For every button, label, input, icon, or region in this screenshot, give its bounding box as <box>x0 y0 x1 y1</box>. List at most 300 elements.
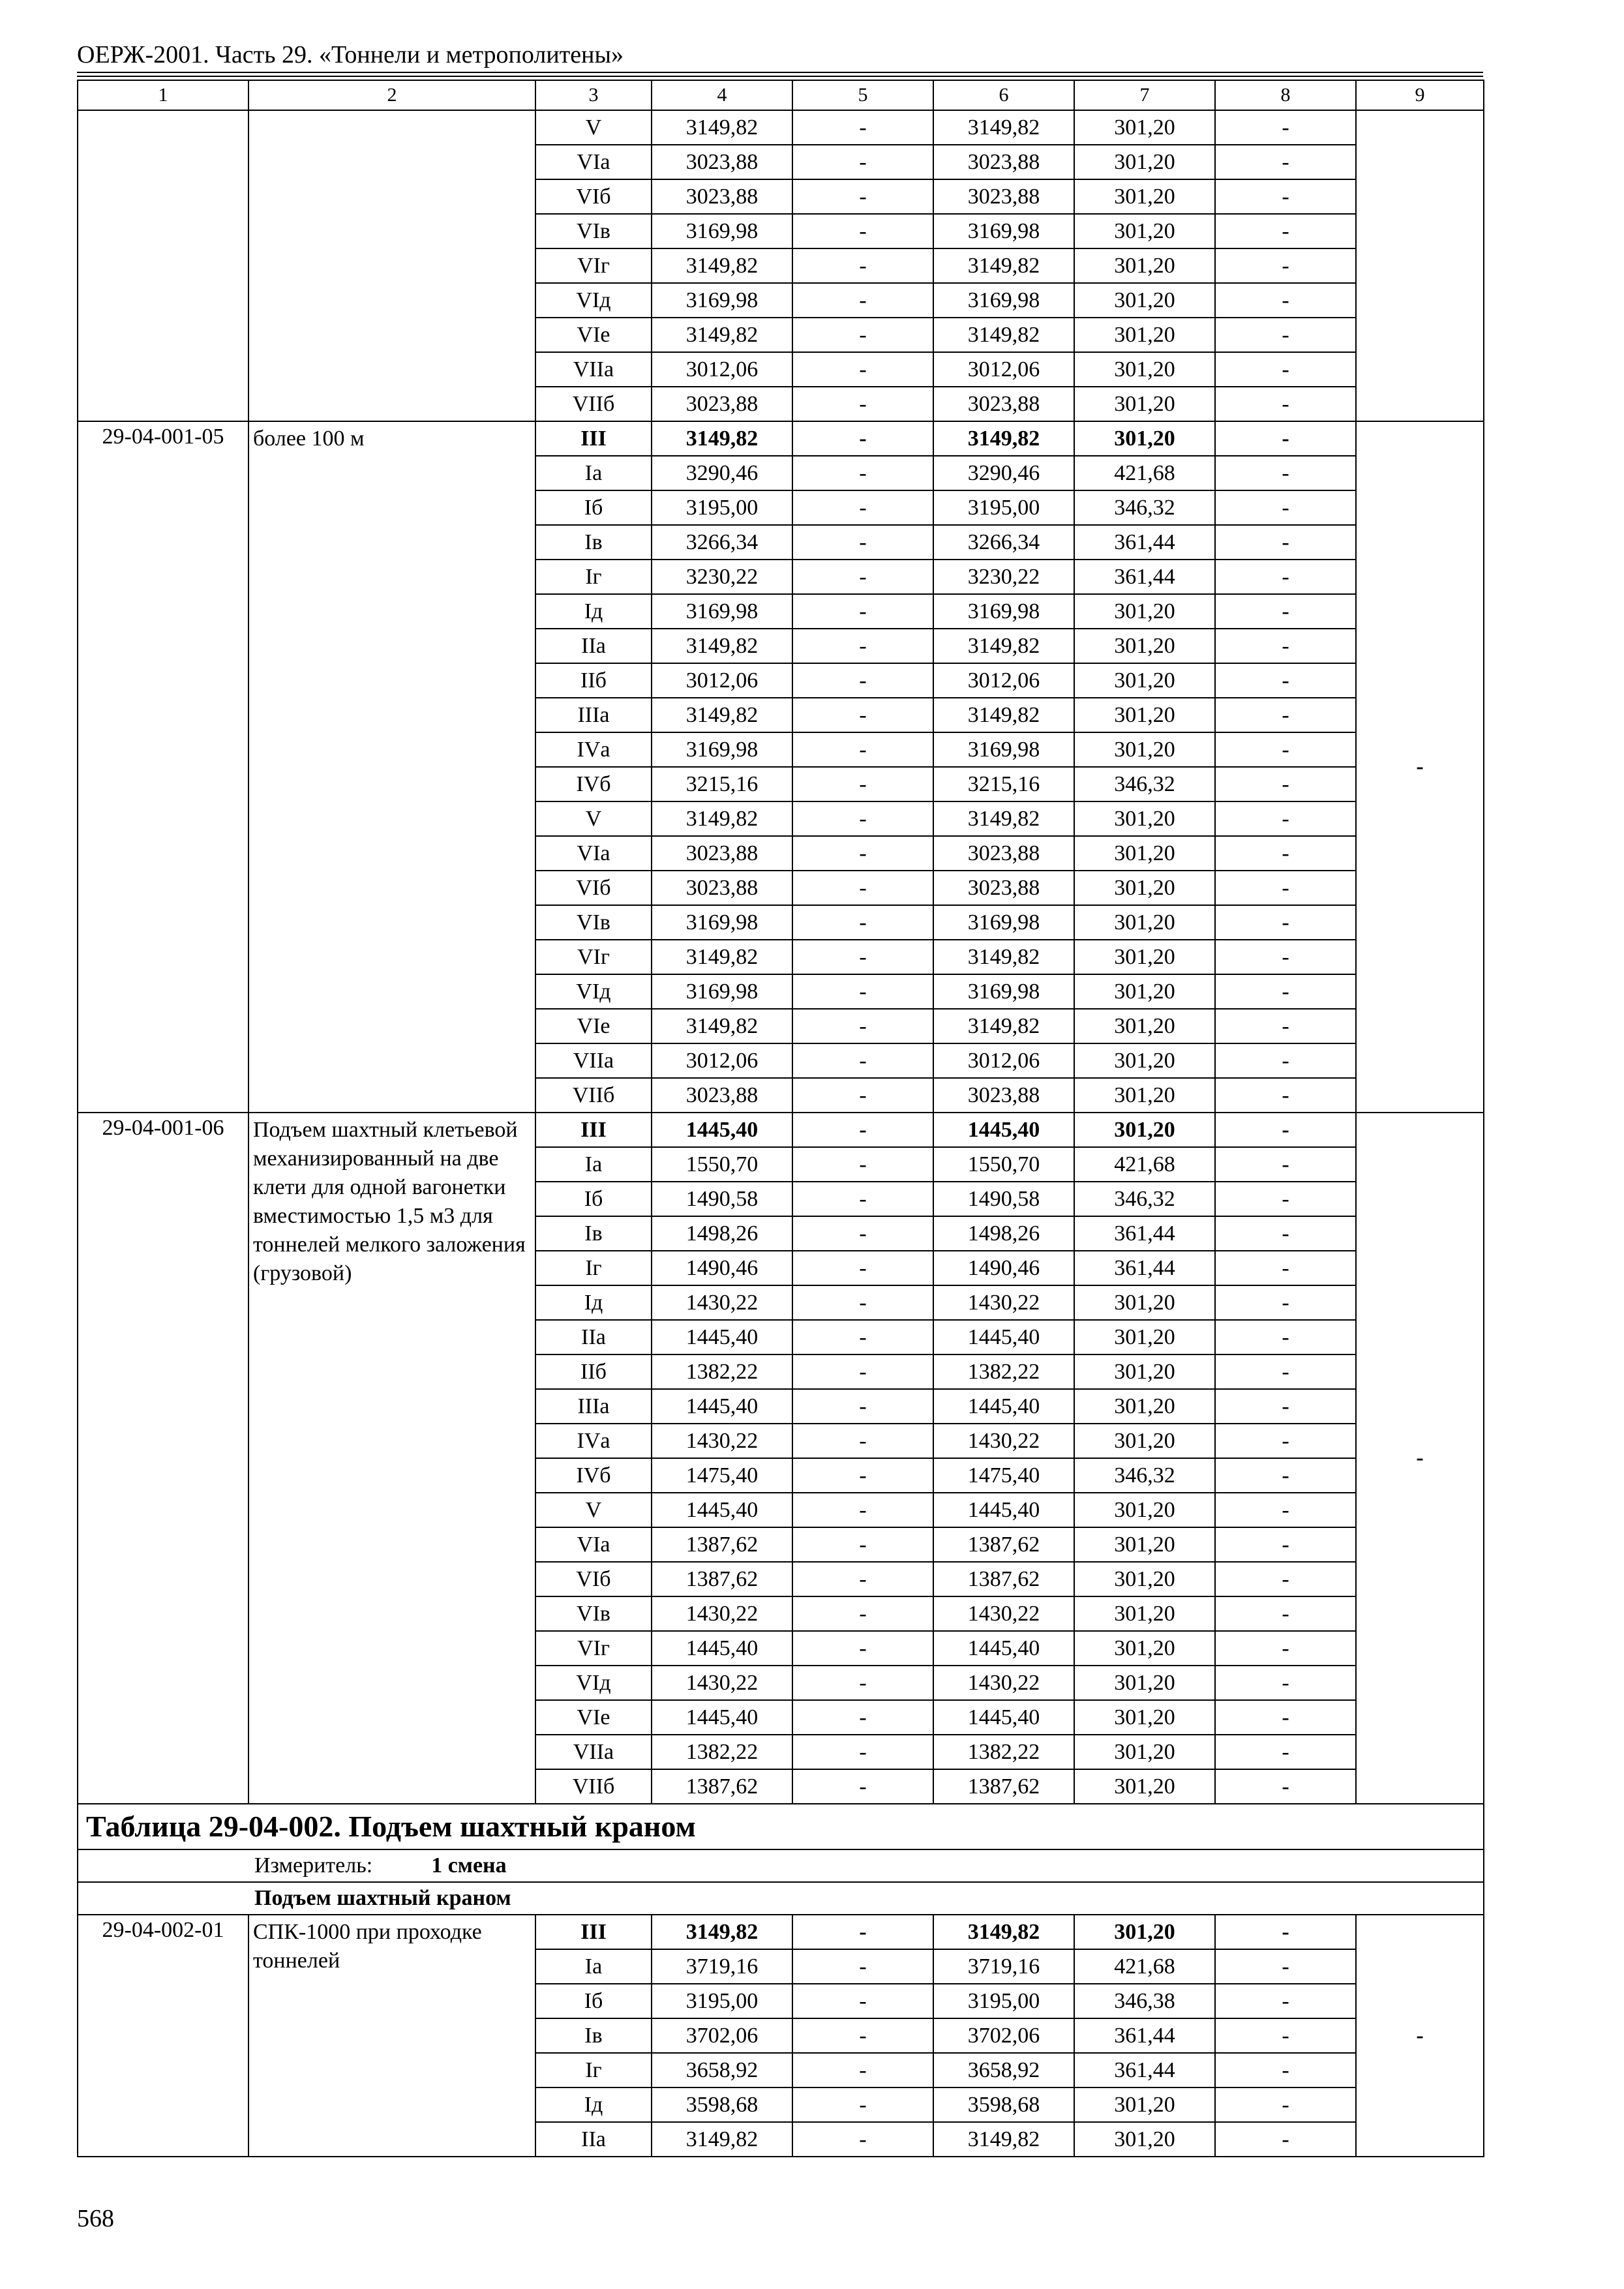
total-cost-cell: 1445,40 <box>652 1320 792 1354</box>
grade-cell: IIб <box>535 663 652 698</box>
wages-cell: - <box>792 629 933 663</box>
machines-cell: 1430,22 <box>933 1666 1074 1700</box>
machinist-wages-cell: 301,20 <box>1074 1527 1215 1562</box>
machinist-wages-cell: 301,20 <box>1074 145 1215 179</box>
machines-cell: 3023,88 <box>933 145 1074 179</box>
machinist-wages-cell: 301,20 <box>1074 905 1215 940</box>
grade-cell: VIIб <box>535 387 652 421</box>
machinist-wages-cell: 346,32 <box>1074 1458 1215 1493</box>
header-rule <box>77 72 1483 73</box>
header-rule-secondary <box>77 76 1483 77</box>
machinist-wages-cell: 301,20 <box>1074 1043 1215 1078</box>
machinist-wages-cell: 301,20 <box>1074 1354 1215 1389</box>
wages-cell: - <box>792 1147 933 1182</box>
grade-cell: VIIб <box>535 1769 652 1804</box>
materials-cell: - <box>1215 352 1356 387</box>
table-row <box>78 421 1484 456</box>
grade-cell: VIв <box>535 905 652 940</box>
grade-cell: III <box>535 1113 652 1147</box>
materials-cell: - <box>1215 1700 1356 1735</box>
total-cost-cell: 3023,88 <box>652 387 792 421</box>
rates-table-body <box>78 80 1484 2157</box>
grade-cell: VIб <box>535 1562 652 1596</box>
wages-cell: - <box>792 1354 933 1389</box>
grade-cell: IIа <box>535 1320 652 1354</box>
machinist-wages-cell: 361,44 <box>1074 1251 1215 1285</box>
machines-cell: 1387,62 <box>933 1562 1074 1596</box>
materials-cell: - <box>1215 1424 1356 1458</box>
column-number: 7 <box>1074 80 1215 110</box>
grade-cell: IIIа <box>535 1389 652 1424</box>
materials-cell: - <box>1215 179 1356 214</box>
machinist-wages-cell: 301,20 <box>1074 1285 1215 1320</box>
machinist-wages-cell: 301,20 <box>1074 1562 1215 1596</box>
grade-cell: IVб <box>535 1458 652 1493</box>
grade-cell: V <box>535 1493 652 1527</box>
total-cost-cell: 3149,82 <box>652 1009 792 1043</box>
measure-value: 1 смена <box>431 1853 507 1878</box>
materials-cell: - <box>1215 2087 1356 2122</box>
materials-cell: - <box>1215 663 1356 698</box>
machines-cell: 1475,40 <box>933 1458 1074 1493</box>
wages-cell: - <box>792 1009 933 1043</box>
machinist-wages-cell: 301,20 <box>1074 248 1215 283</box>
wages-cell: - <box>792 1735 933 1769</box>
materials-cell: - <box>1215 145 1356 179</box>
wages-cell: - <box>792 1493 933 1527</box>
machinist-wages-cell: 301,20 <box>1074 1769 1215 1804</box>
machinist-wages-cell: 361,44 <box>1074 1216 1215 1251</box>
row-code: 29-04-001-06 <box>78 1113 248 1804</box>
total-cost-cell: 3195,00 <box>652 490 792 525</box>
measure-row <box>78 1849 1484 1882</box>
machines-cell: 3023,88 <box>933 871 1074 905</box>
wages-cell: - <box>792 1043 933 1078</box>
machinist-wages-cell: 301,20 <box>1074 629 1215 663</box>
wages-cell: - <box>792 1700 933 1735</box>
machines-cell: 3149,82 <box>933 248 1074 283</box>
grade-cell: Iв <box>535 2018 652 2053</box>
grade-cell: VIIб <box>535 1078 652 1113</box>
materials-cell: - <box>1215 1527 1356 1562</box>
machinist-wages-cell: 301,20 <box>1074 387 1215 421</box>
materials-cell: - <box>1215 1915 1356 1949</box>
wages-cell: - <box>792 1984 933 2018</box>
total-cost-cell: 1550,70 <box>652 1147 792 1182</box>
machines-cell: 3169,98 <box>933 283 1074 318</box>
machines-cell: 1490,58 <box>933 1182 1074 1216</box>
wages-cell: - <box>792 1666 933 1700</box>
machines-cell: 1498,26 <box>933 1216 1074 1251</box>
wages-cell: - <box>792 525 933 560</box>
grade-cell: VIе <box>535 1009 652 1043</box>
machinist-wages-cell: 301,20 <box>1074 1700 1215 1735</box>
measure-label: Измеритель: <box>254 1853 373 1878</box>
grade-cell: VIг <box>535 248 652 283</box>
col9-cell: - <box>1356 1113 1484 1804</box>
grade-cell: VIб <box>535 871 652 905</box>
machines-cell: 3719,16 <box>933 1949 1074 1984</box>
wages-cell: - <box>792 871 933 905</box>
machines-cell: 1445,40 <box>933 1389 1074 1424</box>
wages-cell: - <box>792 732 933 767</box>
machines-cell: 1382,22 <box>933 1735 1074 1769</box>
machinist-wages-cell: 346,32 <box>1074 490 1215 525</box>
continued-description-cell <box>248 110 535 421</box>
materials-cell: - <box>1215 1216 1356 1251</box>
machinist-wages-cell: 301,20 <box>1074 1493 1215 1527</box>
total-cost-cell: 1445,40 <box>652 1389 792 1424</box>
table-row <box>78 1113 1484 1147</box>
materials-cell: - <box>1215 456 1356 490</box>
machines-cell: 1550,70 <box>933 1147 1074 1182</box>
wages-cell: - <box>792 145 933 179</box>
materials-cell: - <box>1215 1078 1356 1113</box>
total-cost-cell: 1475,40 <box>652 1458 792 1493</box>
total-cost-cell: 3149,82 <box>652 629 792 663</box>
wages-cell: - <box>792 1562 933 1596</box>
machinist-wages-cell: 301,20 <box>1074 1389 1215 1424</box>
total-cost-cell: 3149,82 <box>652 248 792 283</box>
grade-cell: VIе <box>535 318 652 352</box>
machines-cell: 1387,62 <box>933 1527 1074 1562</box>
materials-cell: - <box>1215 1354 1356 1389</box>
machinist-wages-cell: 301,20 <box>1074 940 1215 974</box>
materials-cell: - <box>1215 2018 1356 2053</box>
grade-cell: VIа <box>535 836 652 871</box>
machines-cell: 3195,00 <box>933 490 1074 525</box>
materials-cell: - <box>1215 387 1356 421</box>
column-number: 1 <box>78 80 248 110</box>
wages-cell: - <box>792 1915 933 1949</box>
measure-cell <box>78 1849 1484 1882</box>
column-number: 8 <box>1215 80 1356 110</box>
table-title: Таблица 29-04-002. Подъем шахтный краном <box>78 1804 1484 1849</box>
materials-cell: - <box>1215 1147 1356 1182</box>
total-cost-cell: 1387,62 <box>652 1527 792 1562</box>
wages-cell: - <box>792 1078 933 1113</box>
machines-cell: 3169,98 <box>933 905 1074 940</box>
materials-cell: - <box>1215 248 1356 283</box>
machinist-wages-cell: 301,20 <box>1074 871 1215 905</box>
grade-cell: VIг <box>535 1631 652 1666</box>
wages-cell: - <box>792 1631 933 1666</box>
total-cost-cell: 1430,22 <box>652 1596 792 1631</box>
grade-cell: VIа <box>535 145 652 179</box>
continued-code-cell <box>78 110 248 421</box>
machinist-wages-cell: 361,44 <box>1074 2018 1215 2053</box>
machinist-wages-cell: 301,20 <box>1074 2122 1215 2157</box>
wages-cell: - <box>792 2122 933 2157</box>
machines-cell: 3023,88 <box>933 387 1074 421</box>
machines-cell: 3169,98 <box>933 974 1074 1009</box>
grade-cell: Iб <box>535 1984 652 2018</box>
materials-cell: - <box>1215 421 1356 456</box>
grade-cell: Iа <box>535 456 652 490</box>
column-number: 3 <box>535 80 652 110</box>
materials-cell: - <box>1215 1009 1356 1043</box>
total-cost-cell: 3719,16 <box>652 1949 792 1984</box>
section-row <box>78 1882 1484 1915</box>
row-description: Подъем шахтный клетьевой механизированный на две клети для одной вагонетки вместимостью 1,5 м3 для тоннелей мелкого заложения (грузовой) <box>248 1113 535 1804</box>
materials-cell: - <box>1215 283 1356 318</box>
machines-cell: 3169,98 <box>933 732 1074 767</box>
materials-cell: - <box>1215 1949 1356 1984</box>
materials-cell: - <box>1215 2122 1356 2157</box>
machines-cell: 3149,82 <box>933 940 1074 974</box>
wages-cell: - <box>792 974 933 1009</box>
wages-cell: - <box>792 1216 933 1251</box>
machines-cell: 1430,22 <box>933 1285 1074 1320</box>
grade-cell: IIб <box>535 1354 652 1389</box>
machinist-wages-cell: 301,20 <box>1074 283 1215 318</box>
column-number: 4 <box>652 80 792 110</box>
wages-cell: - <box>792 248 933 283</box>
machinist-wages-cell: 301,20 <box>1074 1915 1215 1949</box>
materials-cell: - <box>1215 1043 1356 1078</box>
wages-cell: - <box>792 594 933 629</box>
machines-cell: 3149,82 <box>933 698 1074 732</box>
total-cost-cell: 3266,34 <box>652 525 792 560</box>
total-cost-cell: 3023,88 <box>652 145 792 179</box>
machinist-wages-cell: 301,20 <box>1074 594 1215 629</box>
machinist-wages-cell: 301,20 <box>1074 1078 1215 1113</box>
grade-cell: IVа <box>535 1424 652 1458</box>
materials-cell: - <box>1215 1596 1356 1631</box>
total-cost-cell: 1430,22 <box>652 1666 792 1700</box>
machinist-wages-cell: 301,20 <box>1074 110 1215 145</box>
wages-cell: - <box>792 1182 933 1216</box>
total-cost-cell: 1387,62 <box>652 1562 792 1596</box>
total-cost-cell: 3658,92 <box>652 2053 792 2087</box>
machines-cell: 3702,06 <box>933 2018 1074 2053</box>
machines-cell: 3149,82 <box>933 1009 1074 1043</box>
machines-cell: 3149,82 <box>933 110 1074 145</box>
machinist-wages-cell: 301,20 <box>1074 214 1215 248</box>
wages-cell: - <box>792 1458 933 1493</box>
wages-cell: - <box>792 1389 933 1424</box>
total-cost-cell: 1490,46 <box>652 1251 792 1285</box>
grade-cell: VIд <box>535 974 652 1009</box>
machinist-wages-cell: 301,20 <box>1074 421 1215 456</box>
materials-cell: - <box>1215 525 1356 560</box>
machinist-wages-cell: 301,20 <box>1074 1631 1215 1666</box>
total-cost-cell: 3149,82 <box>652 110 792 145</box>
machines-cell: 1445,40 <box>933 1700 1074 1735</box>
materials-cell: - <box>1215 871 1356 905</box>
machines-cell: 3023,88 <box>933 179 1074 214</box>
machines-cell: 3012,06 <box>933 663 1074 698</box>
machines-cell: 3169,98 <box>933 594 1074 629</box>
machinist-wages-cell: 301,20 <box>1074 974 1215 1009</box>
materials-cell: - <box>1215 1320 1356 1354</box>
wages-cell: - <box>792 179 933 214</box>
machinist-wages-cell: 301,20 <box>1074 1666 1215 1700</box>
machines-cell: 1445,40 <box>933 1320 1074 1354</box>
total-cost-cell: 1430,22 <box>652 1424 792 1458</box>
grade-cell: V <box>535 110 652 145</box>
total-cost-cell: 3023,88 <box>652 871 792 905</box>
wages-cell: - <box>792 940 933 974</box>
machines-cell: 3195,00 <box>933 1984 1074 2018</box>
grade-cell: Iд <box>535 594 652 629</box>
machines-cell: 3023,88 <box>933 1078 1074 1113</box>
column-number: 2 <box>248 80 535 110</box>
wages-cell: - <box>792 1949 933 1984</box>
wages-cell: - <box>792 1320 933 1354</box>
materials-cell: - <box>1215 836 1356 871</box>
grade-cell: Iв <box>535 525 652 560</box>
grade-cell: III <box>535 1915 652 1949</box>
machines-cell: 1430,22 <box>933 1424 1074 1458</box>
wages-cell: - <box>792 1769 933 1804</box>
machines-cell: 3230,22 <box>933 560 1074 594</box>
table-row <box>78 110 1484 145</box>
grade-cell: Iг <box>535 1251 652 1285</box>
grade-cell: Iд <box>535 2087 652 2122</box>
wages-cell: - <box>792 387 933 421</box>
machinist-wages-cell: 361,44 <box>1074 560 1215 594</box>
materials-cell: - <box>1215 1562 1356 1596</box>
machines-cell: 3149,82 <box>933 629 1074 663</box>
row-code: 29-04-001-05 <box>78 421 248 1113</box>
materials-cell: - <box>1215 1182 1356 1216</box>
machines-cell: 3169,98 <box>933 214 1074 248</box>
machines-cell: 3149,82 <box>933 801 1074 836</box>
total-cost-cell: 1445,40 <box>652 1700 792 1735</box>
machines-cell: 1387,62 <box>933 1769 1074 1804</box>
machinist-wages-cell: 301,20 <box>1074 1596 1215 1631</box>
materials-cell: - <box>1215 1251 1356 1285</box>
wages-cell: - <box>792 1113 933 1147</box>
column-number: 6 <box>933 80 1074 110</box>
machines-cell: 3149,82 <box>933 1915 1074 1949</box>
wages-cell: - <box>792 352 933 387</box>
machinist-wages-cell: 361,44 <box>1074 2053 1215 2087</box>
grade-cell: VIIа <box>535 1735 652 1769</box>
page-header: ОЕРЖ-2001. Часть 29. «Тоннели и метрополитены» <box>77 41 624 68</box>
grade-cell: Iг <box>535 560 652 594</box>
section-title: Подъем шахтный краном <box>78 1882 1484 1915</box>
materials-cell: - <box>1215 560 1356 594</box>
machinist-wages-cell: 346,32 <box>1074 767 1215 801</box>
wages-cell: - <box>792 214 933 248</box>
wages-cell: - <box>792 905 933 940</box>
machinist-wages-cell: 301,20 <box>1074 1320 1215 1354</box>
wages-cell: - <box>792 801 933 836</box>
wages-cell: - <box>792 767 933 801</box>
machinist-wages-cell: 301,20 <box>1074 352 1215 387</box>
machinist-wages-cell: 301,20 <box>1074 318 1215 352</box>
grade-cell: Iб <box>535 1182 652 1216</box>
machinist-wages-cell: 346,38 <box>1074 1984 1215 2018</box>
materials-cell: - <box>1215 1735 1356 1769</box>
machinist-wages-cell: 301,20 <box>1074 1009 1215 1043</box>
table-row <box>78 1915 1484 1949</box>
grade-cell: IIа <box>535 2122 652 2157</box>
machines-cell: 1445,40 <box>933 1631 1074 1666</box>
grade-cell: VIв <box>535 1596 652 1631</box>
wages-cell: - <box>792 490 933 525</box>
machinist-wages-cell: 301,20 <box>1074 1113 1215 1147</box>
wages-cell: - <box>792 836 933 871</box>
grade-cell: Iг <box>535 2053 652 2087</box>
total-cost-cell: 3290,46 <box>652 456 792 490</box>
page-number: 568 <box>77 2205 114 2232</box>
total-cost-cell: 3230,22 <box>652 560 792 594</box>
wages-cell: - <box>792 110 933 145</box>
materials-cell: - <box>1215 974 1356 1009</box>
total-cost-cell: 3215,16 <box>652 767 792 801</box>
total-cost-cell: 3702,06 <box>652 2018 792 2053</box>
machinist-wages-cell: 301,20 <box>1074 836 1215 871</box>
row-description: более 100 м <box>248 421 535 1113</box>
grade-cell: VIа <box>535 1527 652 1562</box>
machinist-wages-cell: 301,20 <box>1074 698 1215 732</box>
wages-cell: - <box>792 2018 933 2053</box>
continued-col9-cell <box>1356 110 1484 421</box>
wages-cell: - <box>792 663 933 698</box>
total-cost-cell: 1445,40 <box>652 1631 792 1666</box>
materials-cell: - <box>1215 490 1356 525</box>
total-cost-cell: 1490,58 <box>652 1182 792 1216</box>
wages-cell: - <box>792 1596 933 1631</box>
machines-cell: 3658,92 <box>933 2053 1074 2087</box>
machines-cell: 1445,40 <box>933 1113 1074 1147</box>
row-description: СПК-1000 при проходке тоннелей <box>248 1915 535 2157</box>
total-cost-cell: 3012,06 <box>652 352 792 387</box>
materials-cell: - <box>1215 629 1356 663</box>
machines-cell: 3266,34 <box>933 525 1074 560</box>
wages-cell: - <box>792 421 933 456</box>
materials-cell: - <box>1215 2053 1356 2087</box>
materials-cell: - <box>1215 1984 1356 2018</box>
wages-cell: - <box>792 1527 933 1562</box>
grade-cell: IVб <box>535 767 652 801</box>
machines-cell: 3149,82 <box>933 318 1074 352</box>
materials-cell: - <box>1215 1493 1356 1527</box>
column-number-row <box>78 80 1484 110</box>
total-cost-cell: 3012,06 <box>652 663 792 698</box>
total-cost-cell: 3169,98 <box>652 905 792 940</box>
grade-cell: Iд <box>535 1285 652 1320</box>
total-cost-cell: 1445,40 <box>652 1493 792 1527</box>
machinist-wages-cell: 361,44 <box>1074 525 1215 560</box>
machinist-wages-cell: 421,68 <box>1074 1147 1215 1182</box>
wages-cell: - <box>792 698 933 732</box>
total-cost-cell: 1387,62 <box>652 1769 792 1804</box>
total-cost-cell: 1445,40 <box>652 1113 792 1147</box>
machinist-wages-cell: 301,20 <box>1074 1424 1215 1458</box>
total-cost-cell: 1382,22 <box>652 1354 792 1389</box>
col9-cell: - <box>1356 421 1484 1113</box>
table-title-row <box>78 1804 1484 1849</box>
grade-cell: VIд <box>535 1666 652 1700</box>
machines-cell: 1430,22 <box>933 1596 1074 1631</box>
materials-cell: - <box>1215 1458 1356 1493</box>
total-cost-cell: 3012,06 <box>652 1043 792 1078</box>
machinist-wages-cell: 301,20 <box>1074 801 1215 836</box>
materials-cell: - <box>1215 1285 1356 1320</box>
machinist-wages-cell: 301,20 <box>1074 179 1215 214</box>
rates-table <box>77 80 1484 2157</box>
machines-cell: 3149,82 <box>933 2122 1074 2157</box>
grade-cell: V <box>535 801 652 836</box>
machines-cell: 1382,22 <box>933 1354 1074 1389</box>
total-cost-cell: 3023,88 <box>652 1078 792 1113</box>
materials-cell: - <box>1215 1389 1356 1424</box>
total-cost-cell: 1498,26 <box>652 1216 792 1251</box>
